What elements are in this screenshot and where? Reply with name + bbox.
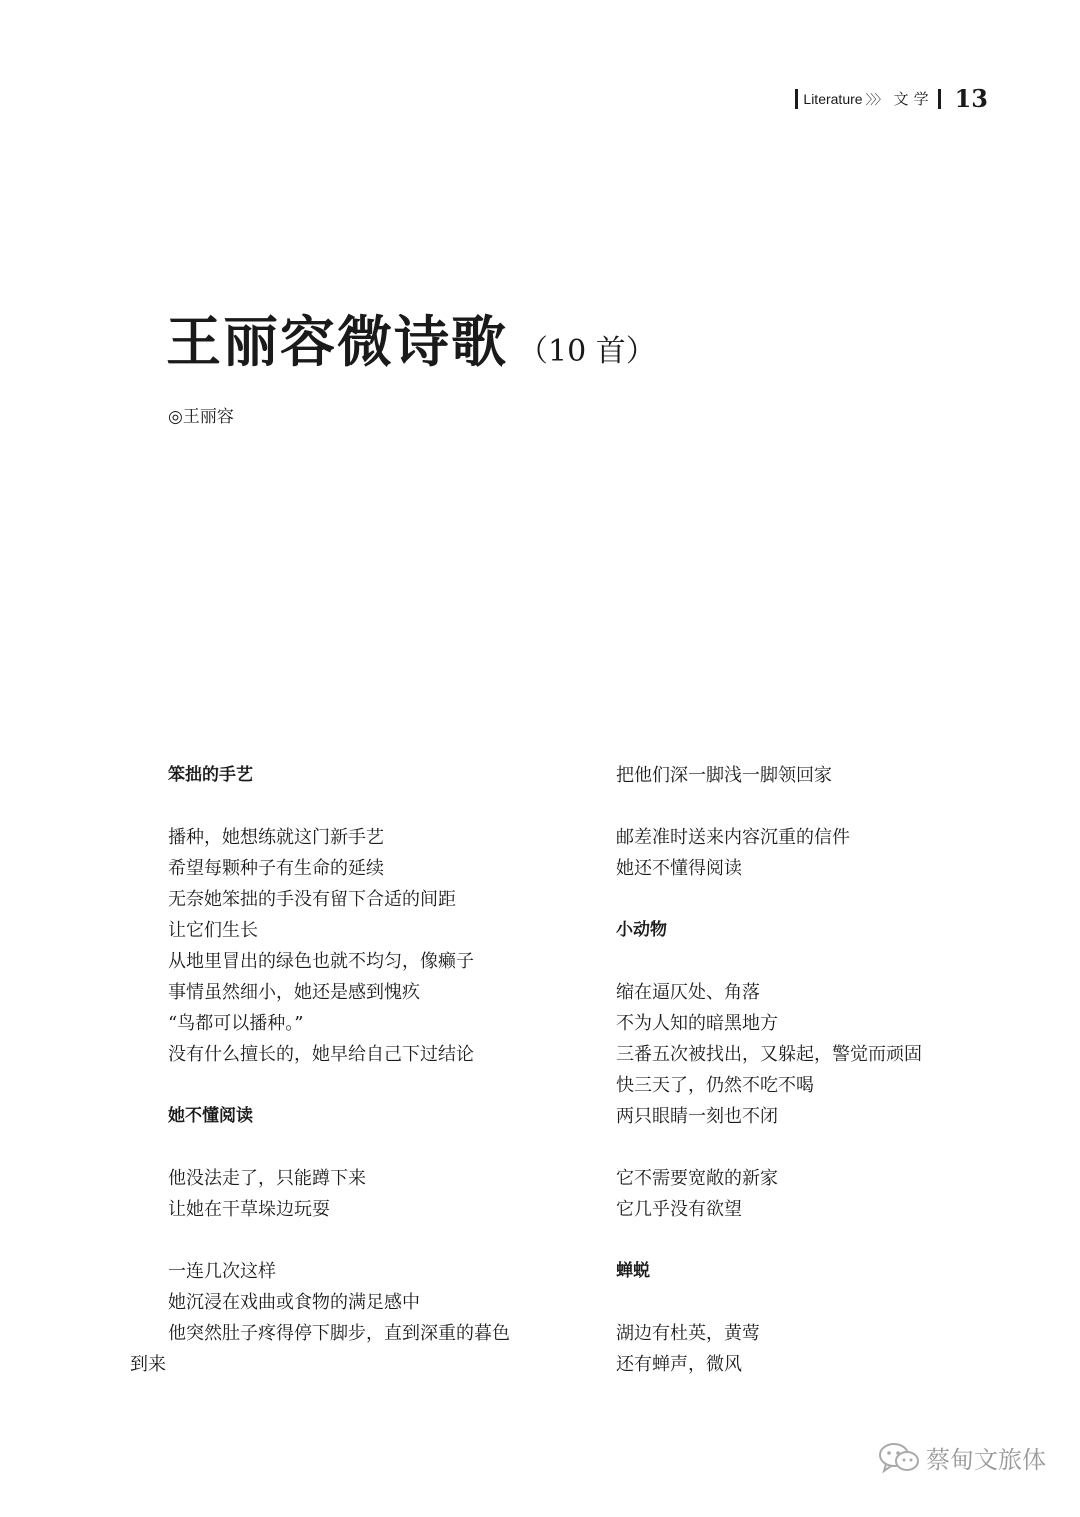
poem-line: 邮差准时送来内容沉重的信件 xyxy=(616,827,850,848)
poem-line: 到来 xyxy=(130,1354,166,1375)
running-header xyxy=(795,84,988,113)
poem-line: 让她在干草垛边玩耍 xyxy=(168,1199,330,1220)
poem-line: 他没法走了，只能蹲下来 xyxy=(168,1168,366,1189)
poem-line: 湖边有杜英，黄莺 xyxy=(616,1323,760,1344)
poem-line: 播种，她想练就这门新手艺 xyxy=(168,827,384,848)
poem-line: 她沉浸在戏曲或食物的满足感中 xyxy=(168,1292,420,1313)
poem-line: 让它们生长 xyxy=(168,920,258,941)
header-bar-right xyxy=(938,89,941,109)
poem-title: 她不懂阅读 xyxy=(168,1106,253,1126)
chevron-right-icon: 〉〉〉 xyxy=(865,92,886,107)
poem-line: 它不需要宽敞的新家 xyxy=(616,1168,778,1189)
poem-line: “鸟都可以播种。” xyxy=(168,1013,304,1034)
right-column xyxy=(616,760,946,1380)
poem-line: 不为人知的暗黑地方 xyxy=(616,1013,778,1034)
page-number: 13 xyxy=(954,84,988,113)
article-title-main: 王丽容微诗歌 xyxy=(166,309,509,374)
poem-line: 缩在逼仄处、角落 xyxy=(616,982,760,1003)
article-title xyxy=(166,298,656,377)
section-name-zh: 文学 xyxy=(893,91,934,108)
poem-line: 它几乎没有欲望 xyxy=(616,1199,742,1220)
poem-title: 小动物 xyxy=(616,920,667,940)
poem-line: 从地里冒出的绿色也就不均匀，像癞子 xyxy=(168,951,474,972)
header-bar-left xyxy=(795,89,798,109)
poem-title: 笨拙的手艺 xyxy=(168,765,253,785)
section-name-en: Literature xyxy=(803,90,863,107)
poem-line: 一连几次这样 xyxy=(168,1261,276,1282)
article-title-count: （10 首） xyxy=(518,334,656,369)
poem-line: 快三天了，仍然不吃不喝 xyxy=(616,1075,814,1096)
poem-line: 希望每颗种子有生命的延续 xyxy=(168,858,384,879)
poem-line: 还有蝉声，微风 xyxy=(616,1354,742,1375)
left-column xyxy=(130,760,548,1380)
wechat-icon xyxy=(878,1441,920,1475)
poem-line: 没有什么擅长的，她早给自己下过结论 xyxy=(168,1044,474,1065)
poem-line: 把他们深一脚浅一脚领回家 xyxy=(616,765,832,786)
watermark-text: 蔡甸文旅体 xyxy=(926,1446,1046,1474)
poem-line: 无奈她笨拙的手没有留下合适的间距 xyxy=(168,889,456,910)
poem-title: 蝉蜕 xyxy=(616,1261,650,1281)
watermark xyxy=(878,1440,1046,1475)
poem-line: 他突然肚子疼得停下脚步，直到深重的暮色 xyxy=(168,1323,510,1344)
poem-line: 三番五次被找出，又躲起，警觉而顽固 xyxy=(616,1044,922,1065)
poem-line: 她还不懂得阅读 xyxy=(616,858,742,879)
author-byline: ◎王丽容 xyxy=(168,407,234,427)
poem-line: 两只眼睛一刻也不闭 xyxy=(616,1106,778,1127)
poem-line: 事情虽然细小，她还是感到愧疚 xyxy=(168,982,420,1003)
